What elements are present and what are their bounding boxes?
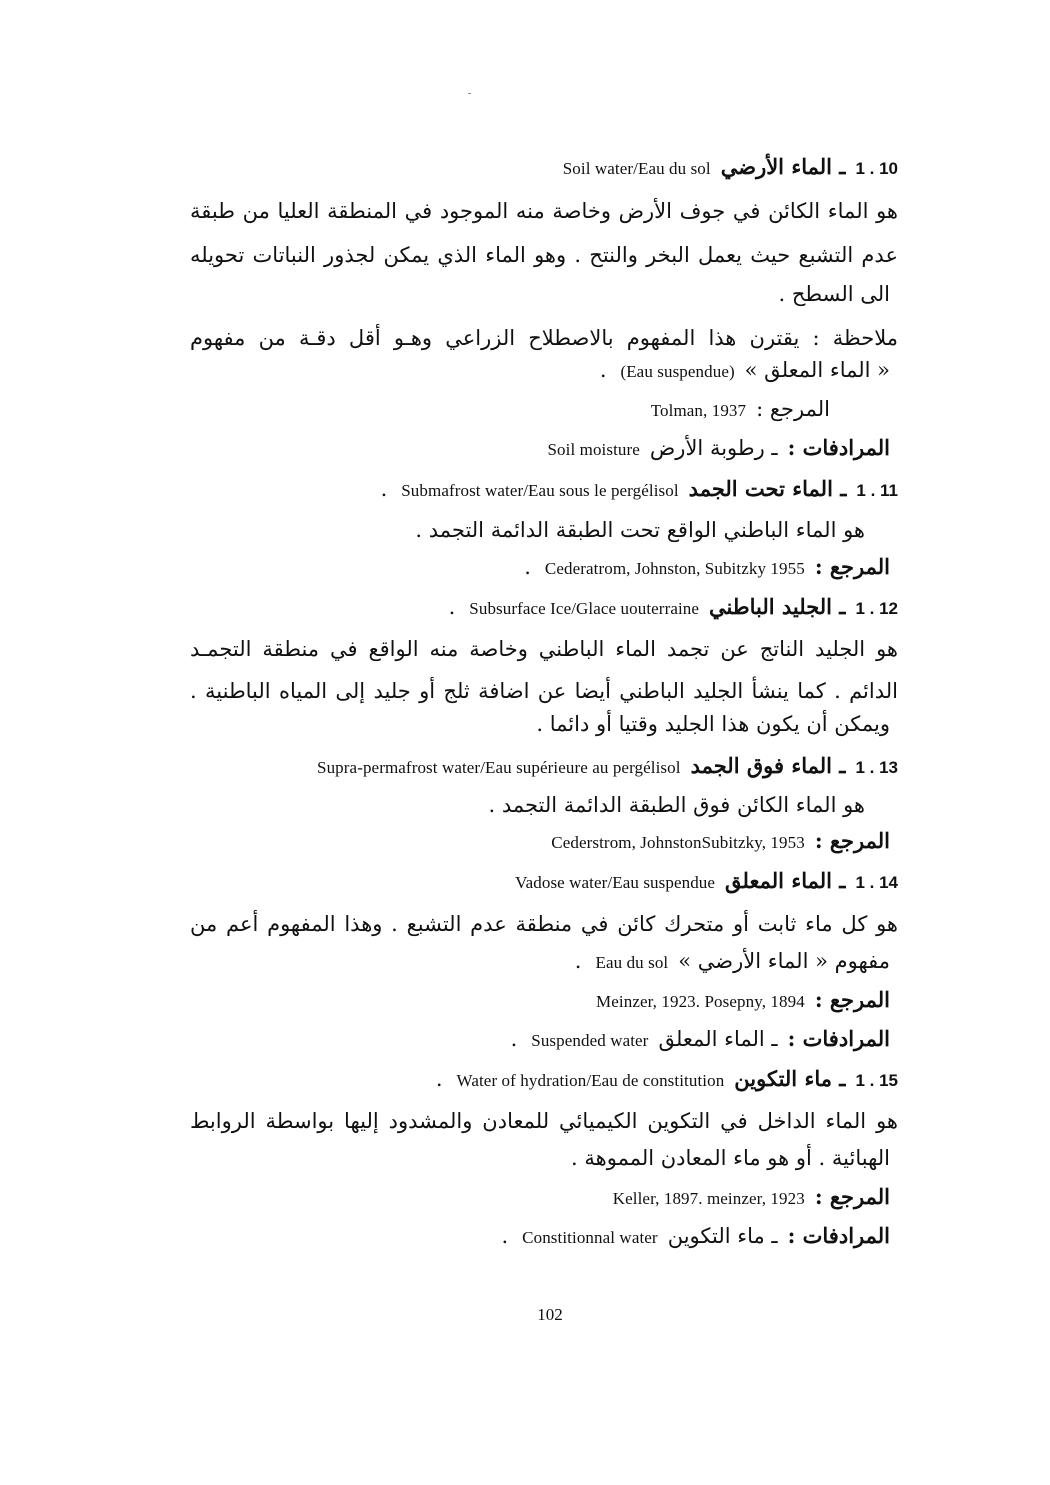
- reference-value: Cederatrom, Johnston, Subitzky 1955: [544, 559, 805, 578]
- punctuation: .: [448, 595, 456, 619]
- punctuation: .: [524, 555, 531, 579]
- definition-line: هو الماء الداخل في التكوين الكيميائي للمعادن والمشدود إليها بواسطة الروابط: [190, 1109, 898, 1133]
- note-term-latin: (Eau suspendue): [620, 362, 735, 381]
- definition-line: هو الماء الكائن في جوف الأرض وخاصة منه الموجود في المنطقة العليا من طبقة: [190, 199, 898, 223]
- page-number: 102: [537, 1305, 563, 1324]
- definition-line: ويمكن أن يكون هذا الجليد وقتيا أو دائما .: [536, 712, 890, 736]
- entry-heading-1-13: [317, 751, 898, 781]
- synonym-arabic: ـ الماء المعلق: [658, 1027, 778, 1051]
- definition-line: [575, 946, 890, 976]
- synonym-arabic: ـ رطوبة الأرض: [649, 436, 778, 460]
- entry-number: 1 . 12: [855, 599, 898, 618]
- definition-line: الهبائية . أو هو ماء المعادن المموهة .: [571, 1146, 890, 1170]
- term-latin: Soil water/Eau du sol: [562, 159, 711, 178]
- synonyms-label: المرادفات :: [787, 1026, 890, 1051]
- punctuation: .: [574, 949, 582, 973]
- reference-label: المرجع :: [814, 554, 890, 579]
- term-arabic: ـ ماء التكوين: [734, 1066, 846, 1091]
- reference-value: Keller, 1897. meinzer, 1923: [612, 1189, 805, 1208]
- term-latin: Vadose water/Eau suspendue: [515, 873, 716, 892]
- term-latin: Water of hydration/Eau de constitution: [456, 1071, 725, 1090]
- synonyms-label: المرادفات :: [787, 1223, 890, 1248]
- entry-heading-1-14: [515, 866, 898, 896]
- term-arabic: ـ الجليد الباطني: [709, 594, 846, 619]
- entry-number: 1 . 14: [855, 873, 898, 892]
- reference-line: [651, 394, 830, 424]
- synonyms-line: [547, 433, 890, 463]
- synonym-latin: Constitionnal water: [522, 1228, 658, 1247]
- definition-line: عدم التشبع حيث يعمل البخر والنتح . وهو الماء الذي يمكن لجذور النباتات تحويله: [190, 243, 898, 267]
- scan-speck: [468, 93, 471, 94]
- entry-number: 1 . 15: [855, 1071, 898, 1090]
- definition-line: الدائم . كما ينشأ الجليد الباطني أيضا عن اضافة ثلج أو جليد إلى المياه الباطنية .: [190, 679, 898, 703]
- reference-value: Cederstrom, JohnstonSubitzky, 1953: [551, 833, 805, 852]
- punctuation: .: [501, 1224, 509, 1248]
- punctuation: .: [435, 1067, 443, 1091]
- term-arabic: ـ الماء المعلق: [725, 868, 846, 893]
- term-arabic: ـ الماء تحت الجمد: [688, 476, 847, 501]
- synonyms-line: [501, 1221, 890, 1251]
- reference-line: [596, 985, 890, 1015]
- definition-line: هو كل ماء ثابت أو متحرك كائن في منطقة عدم التشبع . وهذا المفهوم أعم من: [190, 912, 898, 936]
- punctuation: .: [380, 477, 388, 501]
- punctuation: .: [510, 1027, 518, 1051]
- entry-heading-1-11: [381, 474, 898, 504]
- term-latin: Subsurface Ice/Glace uouterraine: [469, 599, 700, 618]
- reference-label: المرجع :: [756, 397, 830, 421]
- definition-line: هو الماء الكائن فوق الطبقة الدائمة التجمد .: [488, 793, 865, 817]
- reference-label: المرجع :: [814, 828, 890, 853]
- reference-label: المرجع :: [814, 987, 890, 1012]
- reference-value: Tolman, 1937: [650, 401, 747, 420]
- definition-line: هو الماء الباطني الواقع تحت الطبقة الدائمة التجمد .: [415, 518, 865, 542]
- term-arabic: ـ الماء الأرضي: [720, 154, 846, 179]
- synonyms-label: المرادفات :: [787, 435, 890, 460]
- entry-heading-1-12: [449, 592, 898, 622]
- note-term-arabic: « الماء المعلق »: [744, 358, 890, 382]
- synonym-latin: Suspended water: [531, 1031, 649, 1050]
- reference-value: Meinzer, 1923. Posepny, 1894: [596, 992, 805, 1011]
- synonym-latin: Soil moisture: [547, 440, 640, 459]
- definition-latin: Eau du sol: [595, 953, 669, 972]
- synonyms-line: [511, 1024, 890, 1054]
- definition-arabic: مفهوم « الماء الأرضي »: [678, 949, 890, 973]
- note-line: [600, 355, 890, 385]
- term-latin: Supra-permafrost water/Eau supérieure au pergélisol: [317, 758, 681, 777]
- note-line: ملاحظة : يقترن هذا المفهوم بالاصطلاح الزراعي وهـو أقل دقـة من مفهوم: [190, 326, 898, 350]
- reference-line: [551, 826, 890, 856]
- entry-heading-1-15: [436, 1064, 898, 1094]
- definition-line: الى السطح .: [778, 282, 890, 306]
- entry-number: 1 . 11: [856, 481, 898, 500]
- entry-heading-1-10: [563, 152, 898, 182]
- term-arabic: ـ الماء فوق الجمد: [690, 753, 846, 778]
- term-latin: Submafrost water/Eau sous le pergélisol: [401, 481, 679, 500]
- reference-line: [524, 552, 890, 582]
- entry-number: 1 . 13: [855, 758, 898, 777]
- reference-line: [613, 1182, 890, 1212]
- entry-number: 1 . 10: [855, 159, 898, 178]
- definition-line: هو الجليد الناتج عن تجمد الماء الباطني وخاصة منه الواقع في منطقة التجمـد: [190, 637, 898, 661]
- punctuation: .: [599, 358, 607, 382]
- synonym-arabic: ـ ماء التكوين: [667, 1224, 778, 1248]
- reference-label: المرجع :: [814, 1184, 890, 1209]
